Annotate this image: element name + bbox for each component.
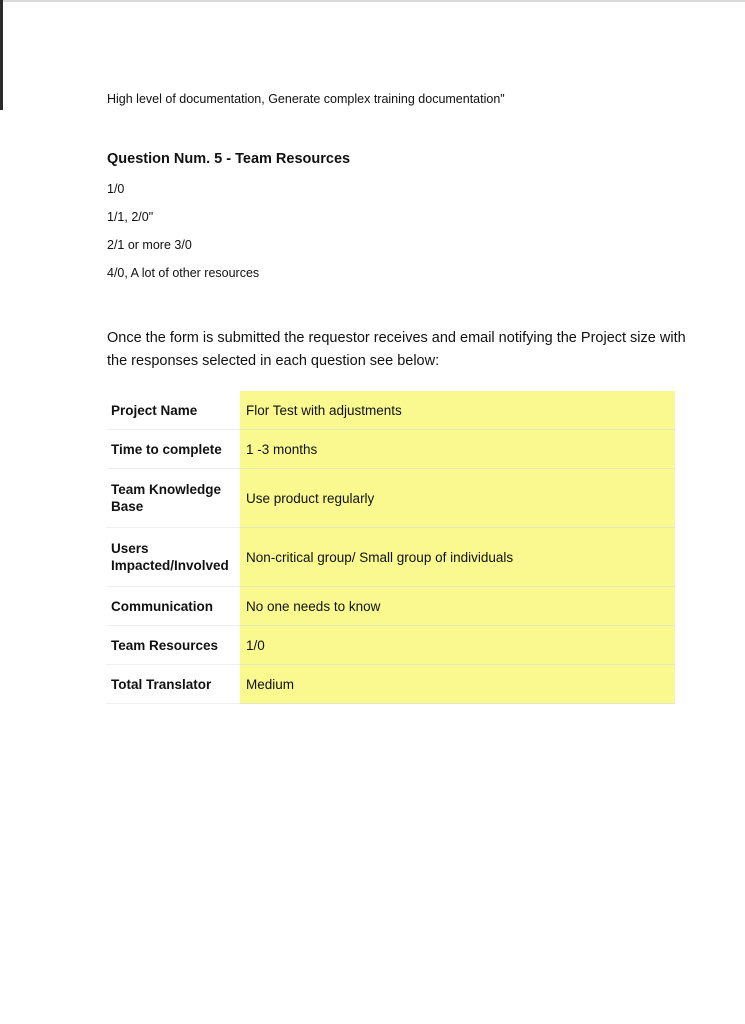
table-row-team-knowledge-base [107, 469, 675, 528]
intro-text: High level of documentation, Generate complex training documentation" [107, 92, 505, 106]
row-label: Team Knowledge Base [107, 469, 240, 528]
row-value: Medium [240, 665, 675, 704]
row-label: Communication [107, 587, 240, 626]
answer-option: 1/0 [107, 182, 125, 196]
answer-option: 4/0, A lot of other resources [107, 266, 260, 280]
table-row-communication [107, 587, 675, 626]
answer-options-list [107, 181, 259, 293]
row-label: Team Resources [107, 626, 240, 665]
row-value: 1/0 [240, 626, 675, 665]
row-value: Non-critical group/ Small group of individuals [240, 528, 675, 587]
row-value: Flor Test with adjustments [240, 391, 675, 430]
table-row-time-to-complete [107, 430, 675, 469]
project-summary-table [107, 391, 675, 704]
row-label: Project Name [107, 391, 240, 430]
page-edge-left [0, 0, 3, 110]
row-value: 1 -3 months [240, 430, 675, 469]
answer-option: 1/1, 2/0" [107, 210, 154, 224]
row-value: No one needs to know [240, 587, 675, 626]
row-label: Users Impacted/Involved [107, 528, 240, 587]
table-row-total-translator [107, 665, 675, 704]
table-row-team-resources [107, 626, 675, 665]
answer-option: 2/1 or more 3/0 [107, 238, 192, 252]
row-label: Total Translator [107, 665, 240, 704]
table-row-users-impacted [107, 528, 675, 587]
table-row-project-name [107, 391, 675, 430]
page-edge-top [0, 0, 745, 2]
row-label: Time to complete [107, 430, 240, 469]
description-paragraph: Once the form is submitted the requestor receives and email notifying the Project size with the responses selected in each question see below: [107, 330, 686, 369]
question-heading: Question Num. 5 - Team Resources [107, 151, 351, 167]
row-value: Use product regularly [240, 469, 675, 528]
